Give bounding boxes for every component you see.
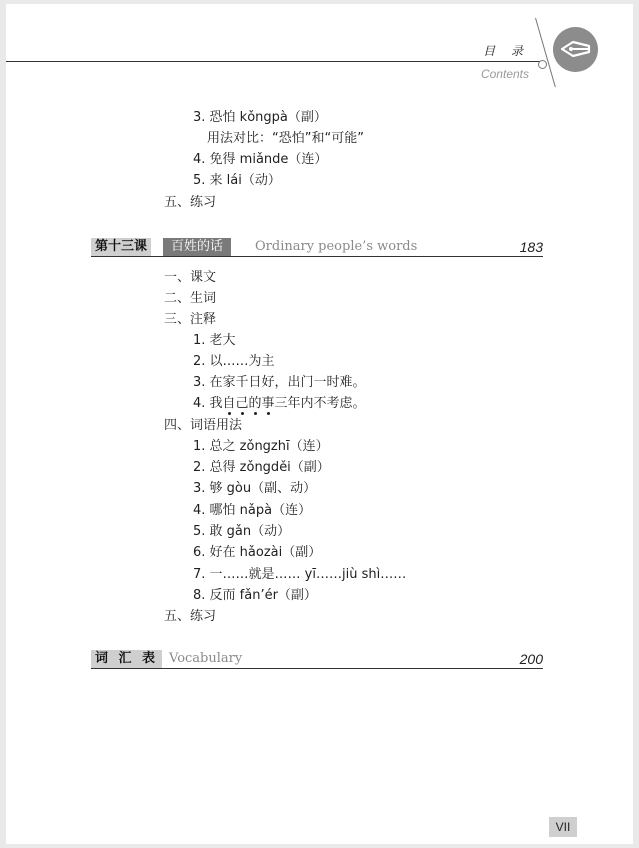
toc-item[interactable]: 用法对比：“恐怕”和“可能” (207, 131, 364, 146)
lesson-title-zh: 百姓的话 (163, 238, 231, 256)
toc-section[interactable]: 三、注释 (164, 312, 217, 327)
toc-item[interactable]: 1. 总之 zǒngzhī（连） (193, 439, 329, 454)
vocabulary-page: 200 (519, 651, 543, 667)
toc-item[interactable]: 4. 免得 miǎnde（连） (193, 152, 328, 167)
toc-item[interactable]: 5. 来 lái（动） (193, 173, 281, 188)
toc-section[interactable]: 一、课文 (164, 270, 217, 285)
emphasis-dot (254, 412, 257, 415)
lesson-title-en: Ordinary people’s words (255, 239, 418, 254)
toc-item[interactable]: 1. 老大 (193, 333, 236, 348)
toc-item[interactable] (193, 396, 366, 412)
toc-item[interactable]: 2. 总得 zǒngděi（副） (193, 460, 330, 475)
toc-section[interactable]: 五、练习 (164, 609, 217, 624)
vocabulary-title-en: Vocabulary (169, 651, 243, 666)
toc-item[interactable]: 8. 反而 fǎn’ér（副） (193, 588, 317, 603)
toc-item[interactable]: 4. 哪怕 nǎpà（连） (193, 503, 312, 518)
header-rule (6, 61, 541, 62)
toc-section[interactable]: 四、词语用法 (164, 418, 243, 433)
vocabulary-header[interactable] (91, 650, 543, 669)
toc-item[interactable]: 3. 够 gòu（副、动） (193, 481, 317, 496)
toc-item[interactable]: 6. 好在 hǎozài（副） (193, 545, 322, 560)
lesson-number: 第十三课 (91, 238, 151, 256)
toc-item[interactable]: 5. 敢 gǎn（动） (193, 524, 291, 539)
vocabulary-label: 词 汇 表 (91, 650, 162, 668)
toc-item[interactable]: 7. 一……就是…… yī……jiù shì…… (193, 567, 407, 582)
emphasis-dot (267, 412, 270, 415)
toc-section[interactable]: 二、生词 (164, 291, 217, 306)
lesson-page: 183 (519, 239, 543, 255)
emphasis-dot (241, 412, 244, 415)
page-number: VII (549, 817, 577, 837)
lesson-header[interactable] (91, 238, 543, 257)
emphasis-text: 4. 我自己的事三年内不考虑。 (193, 396, 366, 411)
pen-nib-icon (553, 27, 598, 72)
toc-item[interactable]: 3. 恐怕 kǒngpà（副） (193, 110, 327, 125)
toc-item[interactable]: 3. 在家千日好，出门一时难。 (193, 375, 366, 390)
document-page (6, 4, 633, 844)
emphasis-dot (228, 412, 231, 415)
toc-item[interactable]: 2. 以……为主 (193, 354, 275, 369)
header-subtitle: Contents (480, 67, 529, 81)
toc-section[interactable]: 五、练习 (164, 195, 217, 210)
header-dot (538, 60, 547, 69)
header-title: 目 录 (483, 44, 529, 58)
